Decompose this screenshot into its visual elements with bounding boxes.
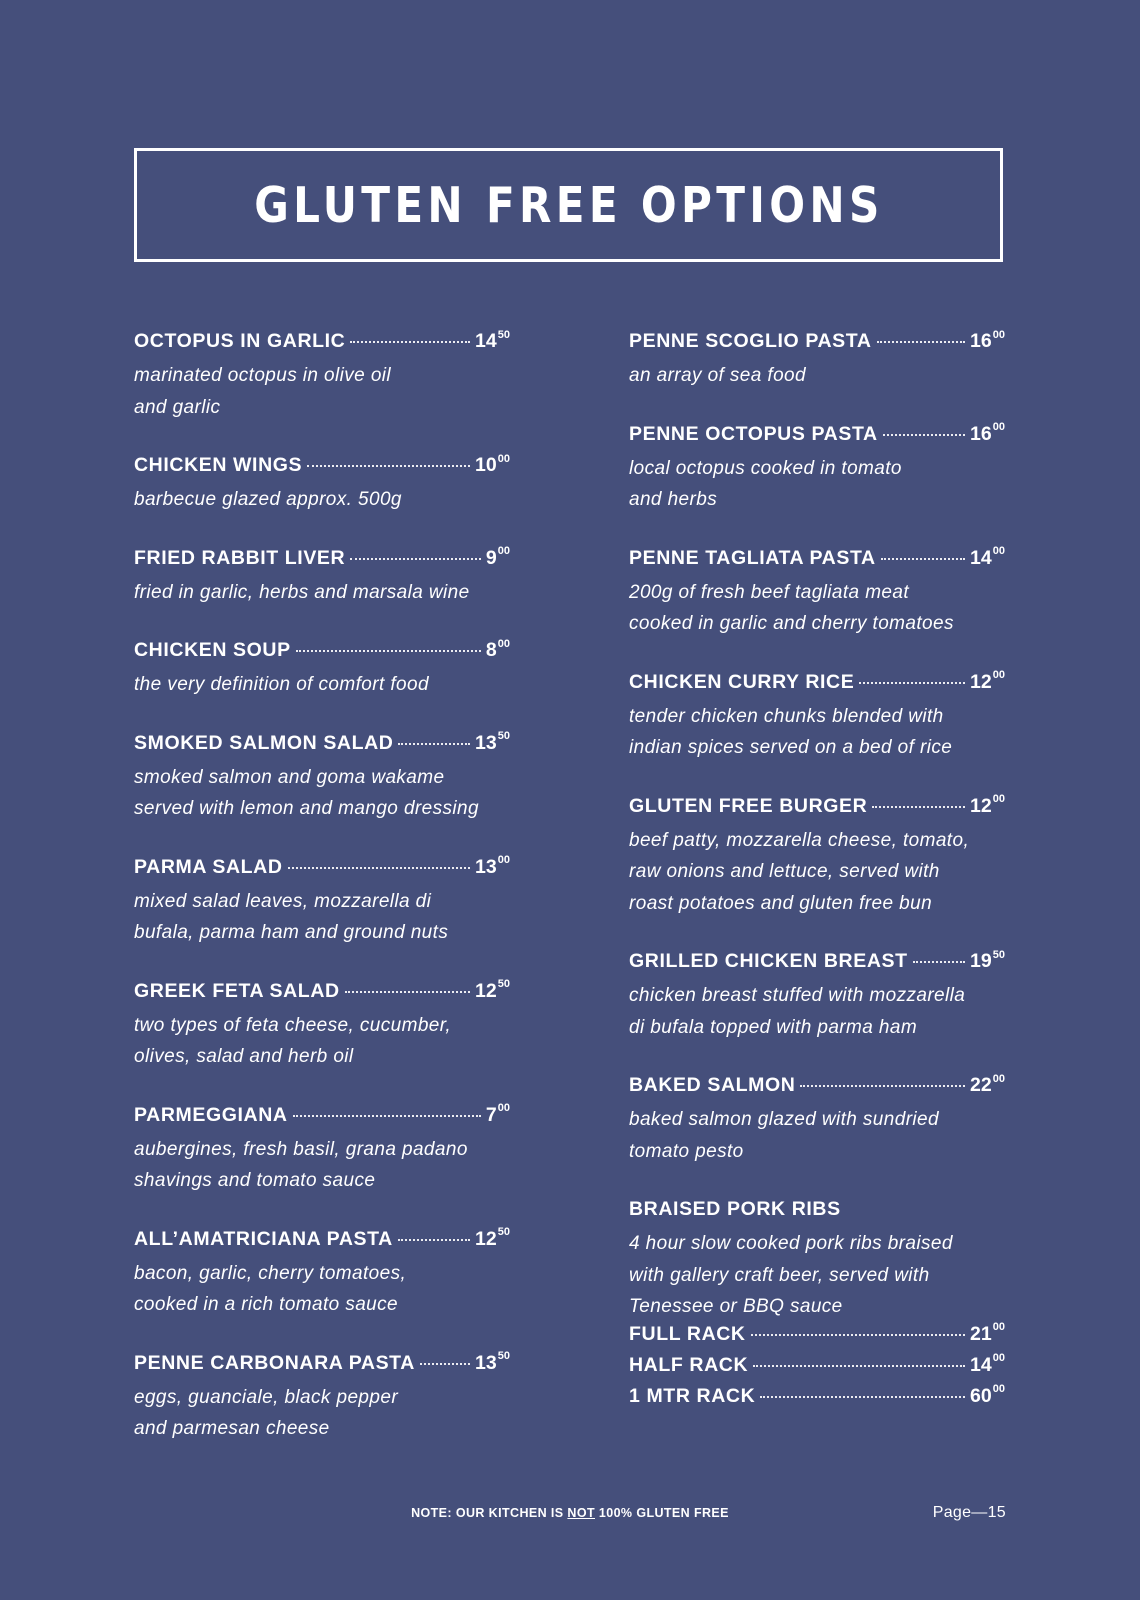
item-price: $16^{00}$ [970, 421, 1005, 445]
item-description: tender chicken chunks blended with indian spices served on a bed of rice [629, 705, 953, 758]
leader-dots [288, 867, 471, 869]
item-price: $14^{00}$ [970, 545, 1005, 569]
right-menu-column [629, 330, 1005, 1447]
item-name: ALL’AMATRICIANA PASTA [134, 1227, 393, 1250]
menu-item [629, 950, 1005, 1043]
leader-dots [859, 682, 965, 684]
gluten-note: NOTE: OUR KITCHEN IS NOT 100% GLUTEN FREE [411, 1506, 729, 1520]
leader-dots [883, 434, 965, 436]
leader-dots [293, 1115, 481, 1117]
rack-option [629, 1354, 1005, 1385]
leader-dots [398, 743, 470, 745]
item-name: BAKED SALMON [629, 1074, 796, 1096]
leader-dots [877, 341, 966, 343]
item-name: PENNE TAGLIATA PASTA [629, 546, 876, 569]
menu-item [134, 1104, 510, 1197]
rack-option [629, 1385, 1005, 1416]
item-name: PENNE CARBONARA PASTA [134, 1351, 415, 1374]
leader-dots [881, 558, 965, 560]
item-description: two types of feta cheese, cucumber, olives, salad and herb oil [134, 1014, 452, 1067]
item-name: GLUTEN FREE BURGER [629, 794, 868, 817]
item-description: the very definition of comfort food [134, 674, 429, 695]
menu-item [134, 454, 510, 516]
item-price: $7^{00}$ [485, 1102, 510, 1126]
leader-dots [420, 1363, 470, 1365]
item-price: $12^{50}$ [475, 978, 510, 1002]
item-name: GRILLED CHICKEN BREAST [629, 950, 908, 972]
menu-item [134, 1228, 510, 1321]
item-name: FRIED RABBIT LIVER [134, 546, 346, 569]
menu-item [134, 732, 510, 825]
item-price: $12^{00}$ [970, 669, 1005, 693]
leader-dots [753, 1365, 965, 1367]
rack-name: 1 MTR RACK [629, 1384, 756, 1407]
item-description: smoked salmon and goma wakame served with lemon and mango dressing [134, 766, 479, 819]
leader-dots [760, 1396, 965, 1398]
item-description: fried in garlic, herbs and marsala wine [134, 581, 470, 603]
menu-item [629, 423, 1005, 516]
item-description: bacon, garlic, cherry tomatoes, cooked in a rich tomato sauce [134, 1262, 407, 1315]
rack-price: $14^{00}$ [970, 1352, 1005, 1376]
item-name: BRAISED PORK RIBS [629, 1198, 841, 1220]
menu-item [629, 671, 1005, 764]
item-price: $14^{50}$ [475, 328, 510, 352]
item-name: OCTOPUS IN GARLIC [134, 330, 346, 352]
item-price: $9^{00}$ [485, 545, 510, 569]
menu-item [134, 980, 510, 1073]
item-price: $8^{00}$ [485, 637, 510, 661]
rack-price: $60^{00}$ [970, 1383, 1005, 1407]
leader-dots [800, 1085, 965, 1087]
item-name: PARMA SALAD [134, 855, 283, 878]
page-title: GLUTEN FREE OPTIONS [253, 176, 884, 234]
item-description: chicken breast stuffed with mozzarella di bufala topped with parma ham [629, 985, 966, 1038]
item-description: barbecue glazed approx. 500g [134, 489, 402, 510]
item-name: PENNE OCTOPUS PASTA [629, 422, 878, 445]
leader-dots [350, 558, 481, 560]
menu-item [629, 795, 1005, 920]
rack-option [629, 1323, 1005, 1354]
page-number: Page—15 [932, 1504, 1006, 1521]
item-description: mixed salad leaves, mozzarella di bufala, parma ham and ground nuts [134, 890, 449, 943]
menu-item [134, 856, 510, 949]
rack-price: $21^{00}$ [970, 1321, 1005, 1345]
item-description: local octopus cooked in tomato and herbs [629, 457, 902, 510]
item-name: GREEK FETA SALAD [134, 979, 340, 1002]
menu-item [134, 330, 510, 423]
item-price: $22^{00}$ [970, 1072, 1005, 1096]
menu-item-ribs [629, 1198, 1005, 1416]
item-price: $13^{50}$ [475, 1350, 510, 1374]
rack-name: FULL RACK [629, 1322, 746, 1345]
item-name: CHICKEN WINGS [134, 454, 303, 476]
leader-dots [345, 991, 470, 993]
item-price: $13^{50}$ [475, 730, 510, 754]
item-price: $19^{50}$ [970, 948, 1005, 972]
item-description: beef patty, mozzarella cheese, tomato, raw onions and lettuce, served with roast potatoes and gluten free bun [629, 829, 970, 914]
leader-dots [398, 1239, 470, 1241]
item-price: $13^{00}$ [475, 854, 510, 878]
item-description: 4 hour slow cooked pork ribs braised with gallery craft beer, served with Tenessee or BBQ sauce [629, 1233, 953, 1317]
leader-dots [913, 961, 965, 963]
item-description: marinated octopus in olive oil and garlic [134, 365, 392, 418]
leader-dots [307, 465, 470, 467]
leader-dots [350, 341, 470, 343]
item-description: aubergines, fresh basil, grana padano shavings and tomato sauce [134, 1138, 468, 1191]
rack-name: HALF RACK [629, 1353, 749, 1376]
item-description: 200g of fresh beef tagliata meat cooked in garlic and cherry tomatoes [629, 581, 954, 634]
menu-item [629, 330, 1005, 392]
leader-dots [296, 650, 481, 652]
item-name: PARMEGGIANA [134, 1103, 288, 1126]
item-price: $16^{00}$ [970, 328, 1005, 352]
item-price: $12^{00}$ [970, 793, 1005, 817]
title-box [134, 148, 1003, 262]
item-name: SMOKED SALMON SALAD [134, 731, 394, 754]
menu-item [134, 547, 510, 609]
menu-item [629, 547, 1005, 640]
menu-item [134, 639, 510, 701]
item-name: CHICKEN CURRY RICE [629, 670, 855, 693]
item-description: baked salmon glazed with sundried tomato pesto [629, 1109, 939, 1162]
menu-item [629, 1074, 1005, 1167]
leader-dots [751, 1334, 965, 1336]
item-description: an array of sea food [629, 365, 806, 386]
left-menu-column [134, 330, 510, 1476]
item-price: $12^{50}$ [475, 1226, 510, 1250]
item-description: eggs, guanciale, black pepper and parmesan cheese [134, 1386, 399, 1439]
menu-item [134, 1352, 510, 1445]
item-name: PENNE SCOGLIO PASTA [629, 330, 872, 352]
leader-dots [872, 806, 965, 808]
item-price: $10^{00}$ [475, 452, 510, 476]
item-name: CHICKEN SOUP [134, 639, 291, 661]
